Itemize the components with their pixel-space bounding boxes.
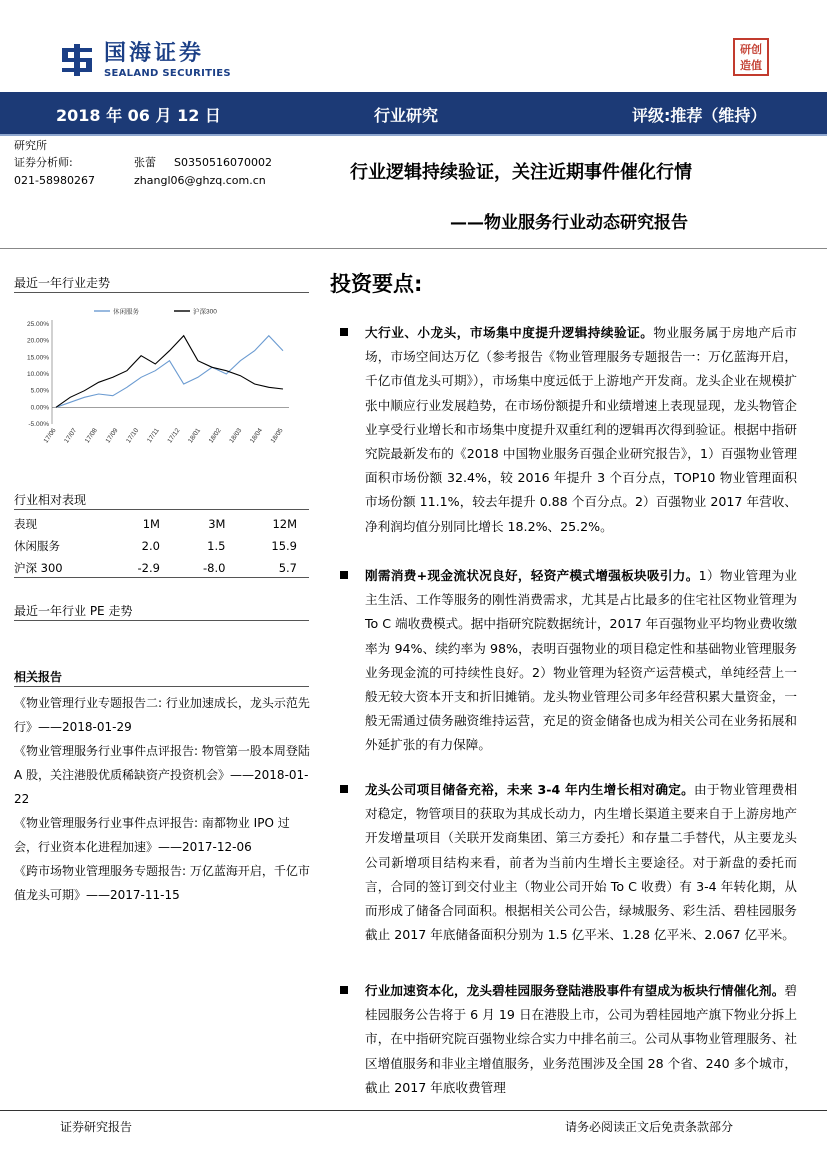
performance-table: [14, 513, 309, 579]
analyst-phone: 021-58980267: [14, 174, 95, 187]
footer-left: 证券研究报告: [60, 1120, 133, 1134]
trend-heading: 最近一年行业走势: [14, 276, 111, 290]
x-tick-label: 17/12: [166, 427, 182, 445]
report-date: 2018 年 06 月 12 日: [56, 106, 221, 125]
key-point-lead: 刚需消费+现金流状况良好，轻资产模式增强板块吸引力。: [365, 568, 699, 583]
trend-heading-rule: [14, 292, 309, 293]
report-subtitle: ——物业服务行业动态研究报告: [450, 213, 688, 233]
bullet-icon: [340, 785, 348, 793]
x-tick-label: 17/07: [63, 427, 79, 445]
dept-label: 研究所: [14, 139, 47, 152]
table-cell: 15.9: [271, 539, 297, 553]
bullet-icon: [340, 571, 348, 579]
table-header-cell: 3M: [208, 517, 226, 531]
x-tick-label: 18/05: [269, 427, 285, 445]
list-item[interactable]: 《跨市场物业管理服务专题报告: 万亿蓝海开启，千亿市值龙头可期》——2017-11-15: [14, 864, 310, 902]
table-cell: 休闲服务: [14, 539, 60, 553]
y-tick-label: -5.00%: [28, 421, 49, 428]
list-item[interactable]: 《物业管理行业专题报告二: 行业加速成长，龙头示范先行》——2018-01-29: [14, 696, 310, 734]
perf-heading: 行业相对表现: [14, 493, 87, 507]
bullet-icon: [340, 986, 348, 994]
series-line: [56, 336, 283, 408]
key-point-1: [340, 321, 797, 539]
key-point-lead: 大行业、小龙头，市场集中度提升逻辑持续验证。: [365, 325, 654, 340]
key-point-text: 由于物业管理费相对稳定，物管项目的获取为其成长动力，内生增长渠道主要来自于上游房地产开发增量项目（关联开发商集团、第三方委托）和存量二手替代，从主要龙头公司新增项目结构来看，前者为当前内生增长主要途径。对于新盘的委托而言，合同的签订到交付业主（物业公司开始 To C 收费）有 3-4 年转化期，从而形成了储备合同面积。根据相关公司公告，绿城服务、彩生活、碧桂园服务截止 2017 年底储备面积分别为 1.5 亿平米、1.28 亿平米、2.067 亿平米。: [365, 782, 797, 943]
x-tick-label: 17/06: [42, 427, 58, 445]
related-heading-rule: [14, 686, 309, 687]
analyst-cert: S0350516070002: [174, 156, 272, 169]
section-title: 投资要点:: [330, 272, 423, 296]
key-point-lead: 龙头公司项目储备充裕，未来 3-4 年内生增长相对确定。: [365, 782, 695, 797]
table-row: [14, 535, 309, 557]
x-tick-label: 17/10: [125, 427, 141, 445]
table-header-cell: 1M: [142, 517, 160, 531]
table-cell: 沪深 300: [14, 561, 63, 575]
bullet-icon: [340, 328, 348, 336]
x-tick-label: 18/02: [207, 427, 223, 445]
table-cell: 2.0: [141, 539, 160, 553]
key-point-3: [340, 778, 797, 947]
x-tick-label: 17/08: [83, 427, 99, 445]
key-point-text: 1）物业管理为业主生活、工作等服务的刚性消费需求，尤其是占比最多的住宅社区物业管理为 To C 端收费模式。据中指研究院数据统计，2017 年百强物业平均物业费收缴率为 94%、续约率为 98%，表明百强物业的项目稳定性和基础物业管理服务业务现金流的可持续性良好。2）物业管理为轻资产运营模式，单纯经营上一般无较大资本开支和折旧摊销。龙头物业管理公司多年经营积累大量资金，一般无需通过债务融资维持运营，充足的资金储备也成为相关公司在业务拓展和外延扩张的有力保障。: [365, 568, 797, 753]
perf-table-rule: [14, 577, 309, 578]
sealand-logo-icon: [58, 42, 96, 78]
logo-chinese-name: 国海证券: [104, 41, 205, 66]
footer-rule: [0, 1110, 827, 1111]
list-item[interactable]: 《物业管理服务行业事件点评报告: 物管第一股本周登陆 A 股，关注港股优质稀缺资产投资机会》——2018-01-22: [14, 744, 310, 806]
research-seal-stamp: 研创 造值: [733, 38, 769, 76]
key-point-text: 物业服务属于房地产后市场，市场空间达万亿（参考报告《物业管理服务专题报告一：万亿蓝海开启，千亿市值龙头可期》），市场集中度远低于上游地产开发商。龙头企业在规模扩张中顺应行业发展趋势，在市场份额提升和业绩增速上表现显现，龙头物管企业享受行业增长和市场集中度提升双重红利的逻辑再次得到验证。根据中指研究院最新发布的《2018 中国物业服务百强企业研究报告》，1）百强物业管理面积市场份额 32.4%，较 2016 年提升 3 个百分点，TOP10 物业管理面积市场份额 11.1%，较去年提升 0.88 个百分点。2）百强物业 2017 年营收、净利润均值分别同比增长 18.2%、25.2%。: [365, 325, 798, 534]
logo-english-name: SEALAND SECURITIES: [104, 68, 231, 79]
industry-trend-chart: [14, 296, 299, 446]
analyst-name: 张蕾: [134, 156, 156, 169]
pe-heading: 最近一年行业 PE 走势: [14, 604, 133, 618]
x-tick-label: 17/09: [104, 427, 120, 445]
perf-heading-rule: [14, 509, 309, 510]
title-divider: [0, 248, 827, 249]
y-tick-label: 10.00%: [26, 371, 49, 378]
x-tick-label: 18/04: [248, 427, 265, 445]
legend-label: 休闲服务: [113, 308, 139, 316]
y-tick-label: 25.00%: [26, 321, 49, 328]
key-point-2: [340, 564, 797, 758]
table-header-row: [14, 513, 309, 535]
key-point-lead: 行业加速资本化，龙头碧桂园服务登陆港股事件有望成为板块行情催化剂。: [365, 983, 785, 998]
y-tick-label: 5.00%: [30, 387, 49, 395]
table-cell: -2.9: [137, 561, 160, 575]
x-tick-label: 17/11: [146, 427, 161, 445]
table-header-cell: 12M: [272, 517, 297, 531]
key-point-4: [340, 979, 797, 1100]
table-header-cell: 表现: [14, 517, 37, 531]
pe-heading-rule: [14, 620, 309, 621]
x-tick-label: 18/03: [228, 427, 244, 445]
y-tick-label: 20.00%: [26, 337, 49, 345]
table-cell: 1.5: [207, 539, 226, 553]
related-heading: 相关报告: [14, 670, 63, 684]
report-title: 行业逻辑持续验证，关注近期事件催化行情: [350, 162, 692, 183]
related-reports-list: [14, 691, 310, 907]
report-category: 行业研究: [374, 106, 439, 125]
key-point-text: 碧桂园服务公告将于 6 月 19 日在港股上市，公司为碧桂园地产旗下物业分拆上市，在中指研究院百强物业综合实力中排名前三。公司从事物业管理服务、社区增值服务和非业主增值服务，业务范围涉及全国 28 个省、240 多个城市，截止 2017 年底收费管理: [365, 983, 797, 1095]
analyst-email[interactable]: zhangl06@ghzq.com.cn: [134, 174, 266, 187]
y-tick-label: 15.00%: [26, 354, 49, 362]
table-cell: -8.0: [203, 561, 226, 575]
table-cell: 5.7: [278, 561, 297, 575]
legend-label: 沪深300: [193, 308, 217, 316]
report-banner: [0, 92, 827, 136]
analyst-role: 证券分析师:: [14, 156, 73, 169]
series-line: [56, 336, 283, 408]
y-tick-label: 0.00%: [30, 404, 49, 412]
report-rating: 评级:推荐（维持）: [632, 106, 767, 125]
footer-right: 请务必阅读正文后免责条款部分: [565, 1120, 734, 1134]
x-tick-label: 18/01: [187, 427, 203, 445]
list-item[interactable]: 《物业管理服务行业事件点评报告: 南都物业 IPO 过会，行业资本化进程加速》——2017-12-06: [14, 816, 290, 854]
table-row: [14, 557, 309, 579]
